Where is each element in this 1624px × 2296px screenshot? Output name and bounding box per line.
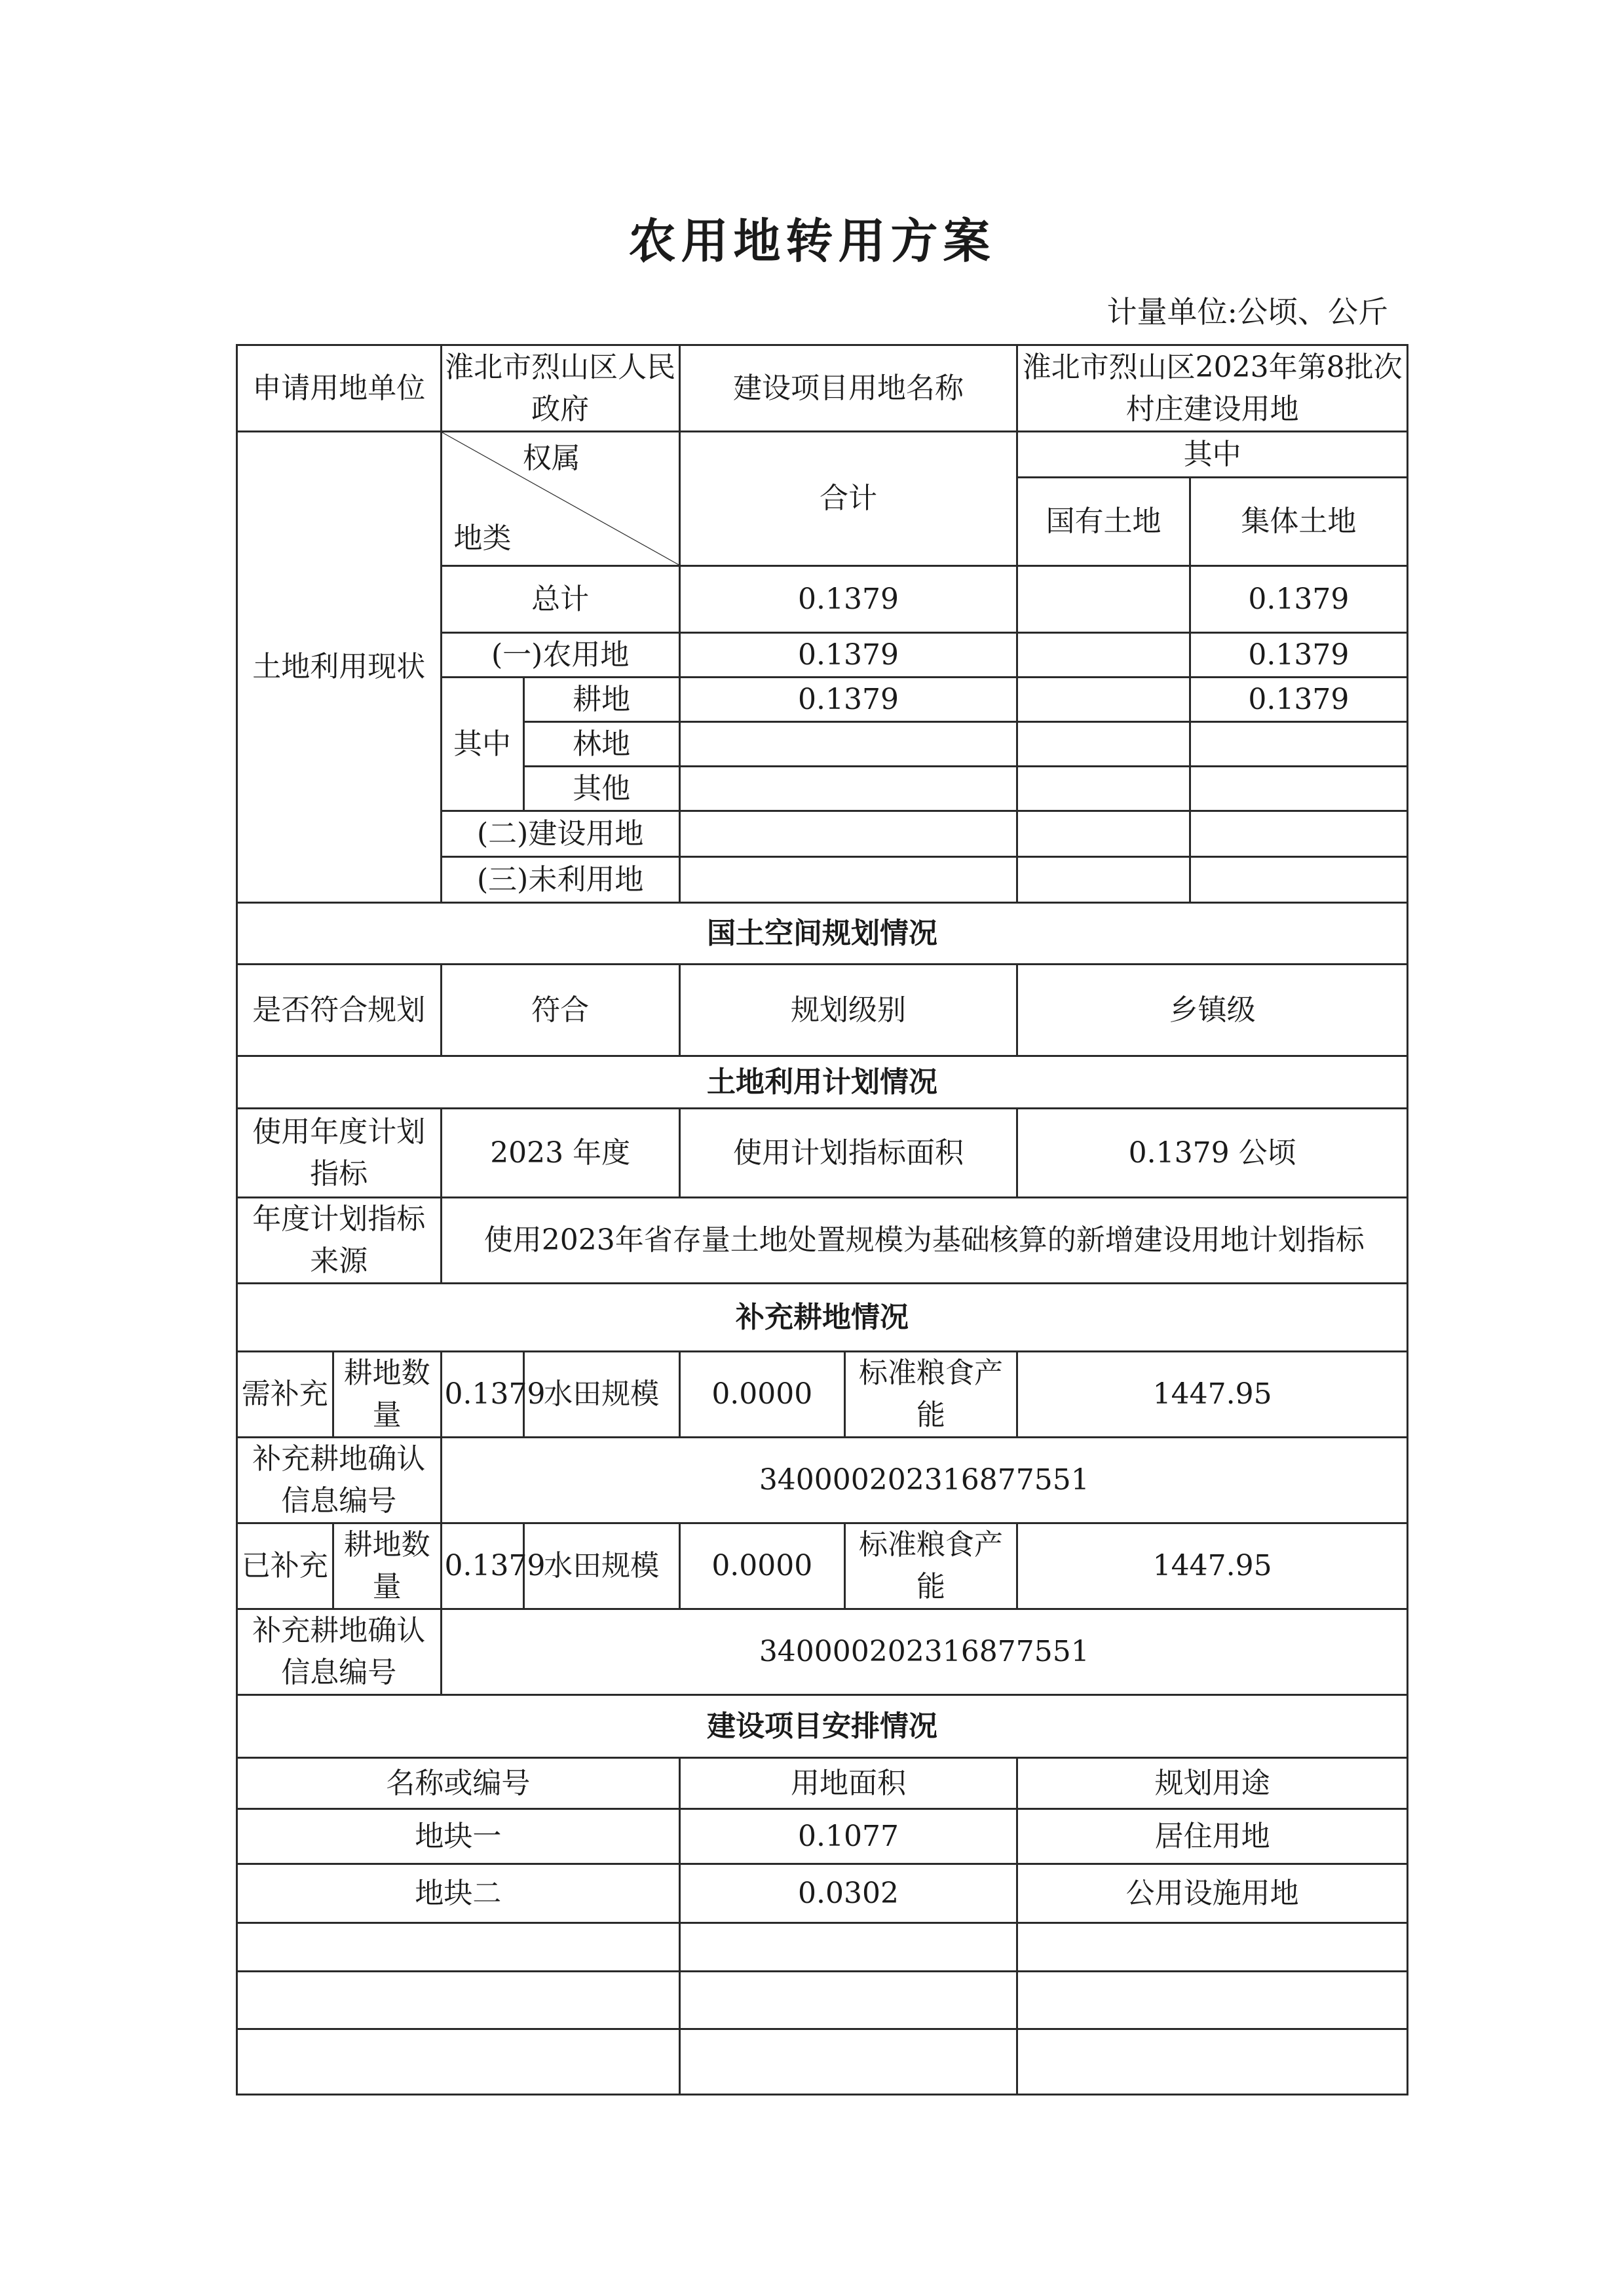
state-value [1017,767,1190,811]
paddy-value: 0.0000 [679,1352,844,1438]
col-planned-use: 规划用途 [1017,1758,1408,1809]
table-row [237,2029,1408,2095]
farmland-qty: 0.1379 [441,1352,523,1438]
planned-use [1017,2029,1408,2095]
unit-note: 计量单位:公顷、公斤 [1106,294,1388,330]
col-state-land: 国有土地 [1017,478,1190,566]
parcel-name [237,1923,680,1972]
applicant-row [237,345,1408,432]
planning-heading: 国土空间规划情况 [237,903,1408,965]
confirm-label: 补充耕地确认信息编号 [237,1609,442,1695]
farmland-qty: 0.1379 [441,1523,523,1609]
table-row [237,1923,1408,1972]
arrangement-header-row [237,1758,1408,1809]
arrangement-heading-row [237,1695,1408,1758]
land-type-name: (二)建设用地 [441,811,679,857]
conform-label: 是否符合规划 [237,965,442,1056]
confirm-row [237,1609,1408,1695]
land-status-header-row [237,432,1408,478]
land-type-name: (一)农用地 [441,633,679,678]
planned-use: 公用设施用地 [1017,1864,1408,1923]
parcel-area: 0.1077 [679,1809,1017,1864]
paddy-label: 水田规模 [523,1352,679,1438]
planning-level-value: 乡镇级 [1017,965,1408,1056]
planned-use [1017,1923,1408,1972]
total-value [679,767,1017,811]
diagonal-header-cell [441,432,679,566]
conform-value: 符合 [441,965,679,1056]
land-type-name: 林地 [523,722,679,767]
planning-heading-row [237,903,1408,965]
total-value: 0.1379 [679,566,1017,633]
land-type-name: 总计 [441,566,679,633]
collective-value [1190,857,1407,903]
parcel-area [679,1972,1017,2029]
collective-value [1190,811,1407,857]
parcel-area [679,1923,1017,1972]
col-parcel-area: 用地面积 [679,1758,1017,1809]
parcel-area: 0.0302 [679,1864,1017,1923]
paddy-label: 水田规模 [523,1523,679,1609]
state-value [1017,811,1190,857]
land-plan-heading: 土地利用计划情况 [237,1056,1408,1109]
conversion-table [236,344,1408,2095]
col-collective-land: 集体土地 [1190,478,1407,566]
state-value [1017,722,1190,767]
farmland-heading: 补充耕地情况 [237,1284,1408,1352]
farmland-heading-row [237,1284,1408,1352]
collective-value [1190,722,1407,767]
state-value [1017,857,1190,903]
farmland-status: 已补充 [237,1523,333,1609]
parcel-name [237,2029,680,2095]
total-value: 0.1379 [679,678,1017,722]
document-title: 农用地转用方案 [628,214,996,269]
total-value [679,857,1017,903]
paddy-value: 0.0000 [679,1523,844,1609]
annual-plan-value: 2023 年度 [441,1109,679,1198]
annual-plan-label: 使用年度计划指标 [237,1109,442,1198]
col-parcel-name: 名称或编号 [237,1758,680,1809]
land-status-label: 土地利用现状 [237,432,442,903]
col-total: 合计 [679,432,1017,566]
grain-value: 1447.95 [1017,1352,1408,1438]
sub-group-label: 其中 [441,678,523,811]
planning-row [237,965,1408,1056]
parcel-name: 地块一 [237,1809,680,1864]
land-plan-row [237,1109,1408,1198]
project-value: 淮北市烈山区2023年第8批次村庄建设用地 [1017,345,1408,432]
plan-area-label: 使用计划指标面积 [679,1109,1017,1198]
confirm-row [237,1438,1408,1523]
project-label: 建设项目用地名称 [679,345,1017,432]
planned-use [1017,1972,1408,2029]
land-plan-heading-row [237,1056,1408,1109]
applicant-value: 淮北市烈山区人民政府 [441,345,679,432]
planning-level-label: 规划级别 [679,965,1017,1056]
parcel-name [237,1972,680,2029]
parcel-name: 地块二 [237,1864,680,1923]
farmland-qty-label: 耕地数量 [333,1523,441,1609]
collective-value: 0.1379 [1190,566,1407,633]
applicant-label: 申请用地单位 [237,345,442,432]
farmland-qty-label: 耕地数量 [333,1352,441,1438]
farmland-row [237,1352,1408,1438]
total-value [679,722,1017,767]
table-row [237,1972,1408,2029]
total-value: 0.1379 [679,633,1017,678]
land-type-name: (三)未利用地 [441,857,679,903]
farmland-row [237,1523,1408,1609]
grain-value: 1447.95 [1017,1523,1408,1609]
total-value [679,811,1017,857]
grain-label: 标准粮食产能 [844,1523,1017,1609]
collective-value [1190,767,1407,811]
plan-source-value: 使用2023年省存量土地处置规模为基础核算的新增建设用地计划指标 [441,1198,1407,1284]
grain-label: 标准粮食产能 [844,1352,1017,1438]
state-value [1017,633,1190,678]
confirm-number: 340000202316877551 [441,1609,1407,1695]
plan-area-value: 0.1379 公顷 [1017,1109,1408,1198]
plan-source-label: 年度计划指标来源 [237,1198,442,1284]
confirm-number: 340000202316877551 [441,1438,1407,1523]
planned-use: 居住用地 [1017,1809,1408,1864]
plan-source-row [237,1198,1408,1284]
farmland-status: 需补充 [237,1352,333,1438]
confirm-label: 补充耕地确认信息编号 [237,1438,442,1523]
col-group: 其中 [1017,432,1408,478]
parcel-area [679,2029,1017,2095]
table-row [237,1809,1408,1864]
land-type-name: 其他 [523,767,679,811]
land-type-label: 地类 [453,522,512,555]
state-value [1017,678,1190,722]
collective-value: 0.1379 [1190,678,1407,722]
state-value [1017,566,1190,633]
arrangement-heading: 建设项目安排情况 [237,1695,1408,1758]
ownership-label: 权属 [522,442,580,475]
land-type-name: 耕地 [523,678,679,722]
table-row [237,1864,1408,1923]
collective-value: 0.1379 [1190,633,1407,678]
